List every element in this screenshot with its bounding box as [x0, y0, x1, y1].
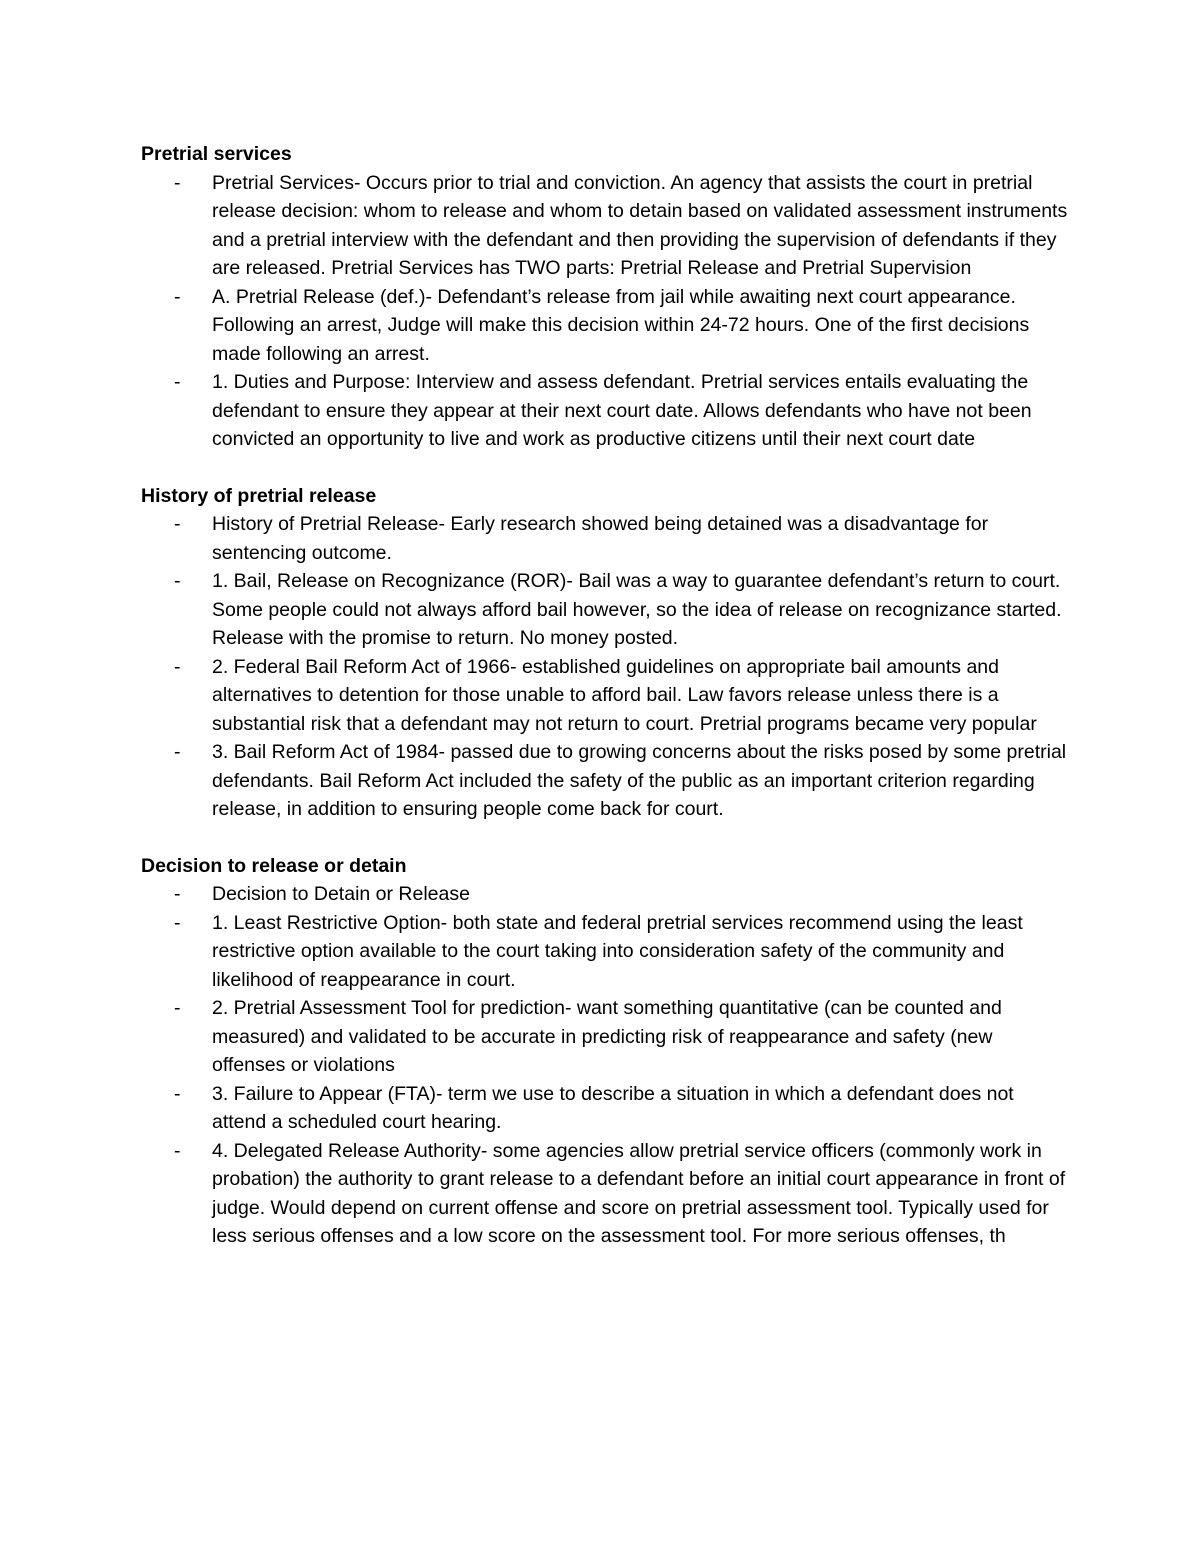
list-item-text: 2. Federal Bail Reform Act of 1966- established guidelines on appropriate bail amounts and alternatives to detention for those unable to afford bail. Law favors release unless there is a substantial risk that a defendant may not return to court. Pretrial programs became very popular	[212, 655, 1037, 735]
list-item	[141, 567, 1071, 653]
list-item	[141, 1080, 1071, 1137]
list-item-text: 3. Failure to Appear (FTA)- term we use to describe a situation in which a defendant does not attend a scheduled court hearing.	[212, 1082, 1014, 1133]
list-item	[141, 909, 1071, 995]
dash-marker: -	[174, 285, 181, 308]
section-heading: History of pretrial release	[141, 484, 377, 507]
list-item	[141, 283, 1071, 369]
list-item	[141, 1137, 1071, 1251]
list-item	[141, 169, 1071, 283]
list-item-text: History of Pretrial Release- Early research showed being detained was a disadvantage for sentencing outcome.	[212, 513, 989, 564]
bullet-list	[141, 880, 1071, 1251]
section-heading: Pretrial services	[141, 143, 292, 165]
section-pretrial-services	[141, 140, 1071, 454]
list-item	[141, 368, 1071, 454]
list-item-text: 1. Least Restrictive Option- both state and federal pretrial services recommend using the least restrictive option available to the court taking into consideration safety of the community and likelihood of reappearance in court.	[212, 911, 1023, 991]
bullet-list	[141, 510, 1071, 824]
list-item-text: 3. Bail Reform Act of 1984- passed due to growing concerns about the risks posed by some pretrial defendants. Bail Reform Act included the safety of the public as an important criterion regarding release, in addition to ensuring people come back for court.	[212, 741, 1067, 820]
list-item-text: A. Pretrial Release (def.)- Defendant’s release from jail while awaiting next court appearance. Following an arrest, Judge will make this decision within 24-72 hours. One of the first decisions made following an arrest.	[212, 285, 1030, 365]
list-item	[141, 880, 1071, 909]
list-item-text: Decision to Detain or Release	[212, 883, 470, 905]
list-item	[141, 510, 1071, 567]
list-item-text: Pretrial Services- Occurs prior to trial and conviction. An agency that assists the court in pretrial release decision: whom to release and whom to detain based on validated assessment instruments and a pretrial interview with the defendant and then providing the supervision of defendants if they are released. Pretrial Services has TWO parts: Pretrial Release and Pretrial Supervision	[212, 171, 1068, 279]
section-heading: Decision to release or detain	[141, 854, 407, 877]
list-item-text: 1. Duties and Purpose: Interview and assess defendant. Pretrial services entails evaluating the defendant to ensure they appear at their next court date. Allows defendants who have not been convicted an opportunity to live and work as productive citizens until their next court date	[212, 371, 1032, 450]
dash-marker: -	[174, 1082, 181, 1105]
dash-marker: -	[174, 171, 181, 194]
bullet-list	[141, 169, 1071, 454]
section-history-of-pretrial-release	[141, 482, 1071, 824]
dash-marker: -	[174, 741, 181, 763]
dash-marker: -	[174, 570, 181, 592]
document-page	[141, 140, 1071, 1279]
list-item-text: 4. Delegated Release Authority- some agencies allow pretrial service officers (commonly work in probation) the authority to grant release to a defendant before an initial court appearance in front of judge. Would depend on current offense and score on pretrial assessment tool. Typically used for less serious offenses and a low score on the assessment tool. For more serious offenses, th	[212, 1139, 1066, 1247]
list-item	[141, 994, 1071, 1080]
dash-marker: -	[174, 911, 181, 934]
dash-marker: -	[174, 1139, 181, 1162]
dash-marker: -	[174, 513, 181, 535]
dash-marker: -	[174, 883, 181, 905]
list-item-text: 2. Pretrial Assessment Tool for prediction- want something quantitative (can be counted and measured) and validated to be accurate in predicting risk of reappearance and safety (new offenses or violations	[212, 997, 1002, 1076]
dash-marker: -	[174, 655, 181, 678]
list-item	[141, 653, 1071, 739]
list-item	[141, 738, 1071, 824]
dash-marker: -	[174, 371, 181, 393]
section-decision-to-release-or-detain	[141, 852, 1071, 1251]
dash-marker: -	[174, 997, 181, 1019]
list-item-text: 1. Bail, Release on Recognizance (ROR)- Bail was a way to guarantee defendant’s return to court. Some people could not always afford bail however, so the idea of release on recognizance started. Release with the promise to return. No money posted.	[212, 570, 1062, 649]
